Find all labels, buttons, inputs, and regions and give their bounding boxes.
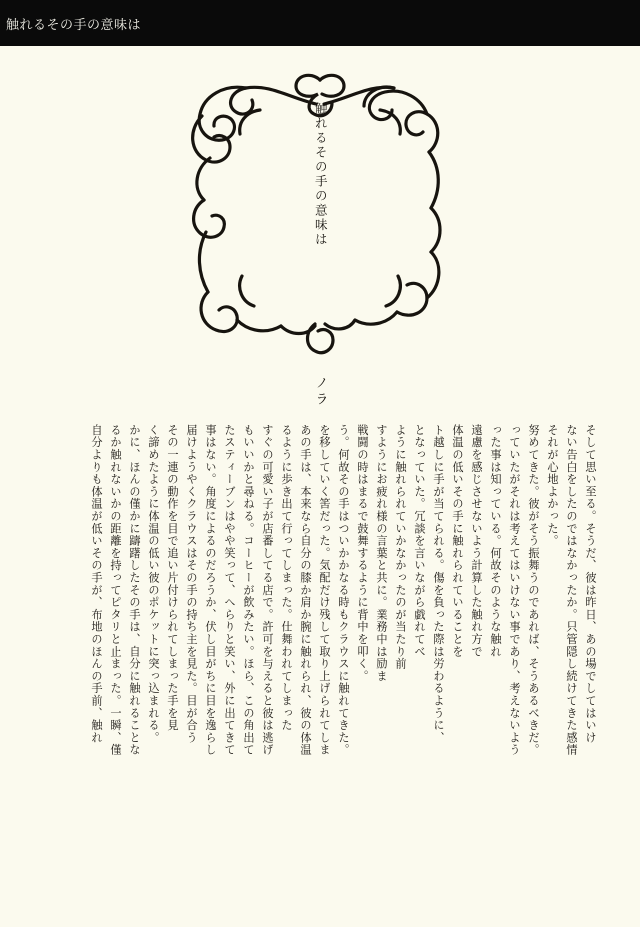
body-column: を移していく筈だった。気配だけ残して取り上げられてしま bbox=[318, 424, 331, 757]
body-column: そして思い至る。そうだ、彼は昨日、あの場でしてはいけ bbox=[584, 424, 597, 744]
frame-title-text: 触れるその手の意味は bbox=[313, 102, 329, 247]
body-column: もいいかと尋ねる。コーヒーが飲みたい。ほら、この角出て bbox=[242, 424, 255, 757]
body-column: ように触れられていかなかったのが当たり前 bbox=[394, 424, 407, 670]
body-column: 事はない。角度によるのだろうか、伏し目がちに目を逸らし bbox=[204, 424, 217, 757]
author-name: ノラ bbox=[312, 376, 328, 408]
body-column: 体温の低いその手に触れられていることを bbox=[451, 424, 464, 658]
frame-title-container bbox=[150, 66, 490, 356]
body-text-block bbox=[83, 424, 596, 864]
body-column: すようにお疲れ様の言葉と共に。業務中は励ま bbox=[375, 424, 388, 683]
body-column: ト越しに手が当てられる。傷を負った際は労わるように、 bbox=[432, 424, 445, 744]
decorative-flourish-frame bbox=[150, 66, 490, 356]
body-column: った事は知っている。何故そのような触れ bbox=[489, 424, 502, 658]
body-column: 努めてきた。彼がそう振舞うのであれば、そうあるべきだ。 bbox=[527, 424, 540, 757]
body-column: それが心地よかった。 bbox=[546, 424, 559, 547]
body-column: く諦めたように体温の低い彼のポケットに突っ込まれる。 bbox=[147, 424, 160, 744]
body-column: その一連の動作を目で追い片付けられてしまった手を見 bbox=[166, 424, 179, 732]
running-header-bar bbox=[0, 0, 640, 46]
body-column: るように歩き出て行ってしまった。仕舞われてしまった bbox=[280, 424, 293, 732]
body-column: ない告白をしたのではなかったか。只管隠し続けてきた感情 bbox=[565, 424, 578, 757]
body-column: う。何故その手はついかかなる時もクラウスに触れてきた。 bbox=[337, 424, 350, 757]
paper-area bbox=[0, 46, 640, 927]
body-column: 遠慮を感じさせないよう計算した触れ方で bbox=[470, 424, 483, 658]
running-title: 触れるその手の意味は bbox=[6, 17, 142, 33]
body-column: あの手は、本来なら自分の膝か肩か腕に触れられ、彼の体温 bbox=[299, 424, 312, 757]
body-column: かに、ほんの僅かに躊躇したその手は、自分に触れることな bbox=[128, 424, 141, 757]
author-name-container bbox=[0, 376, 640, 408]
body-column: すぐの可愛い子が店番してる店で。許可を与えると彼は逃げ bbox=[261, 424, 274, 757]
page-footer-margin bbox=[0, 919, 640, 927]
body-column: っていたがそれは考えてはいけない事であり、考えないよう bbox=[508, 424, 521, 757]
body-column: たスティーブンはやや笑って、へらりと笑い、外に出てきて bbox=[223, 424, 236, 757]
body-column: となっていた。冗談を言いながら戯れてべ bbox=[413, 424, 426, 658]
body-column: るか触れないかの距離を持ってピタリと止まった。一瞬、僅 bbox=[109, 424, 122, 757]
body-column: 届けようやくクラウスはその手の持ち主を見た。目が合う bbox=[185, 424, 198, 744]
body-column: 自分よりも体温が低いその手が、布地のほんの手前、触れ bbox=[90, 424, 103, 744]
body-column: 戦闘の時はまるで鼓舞するように背中を叩く。 bbox=[356, 424, 369, 683]
